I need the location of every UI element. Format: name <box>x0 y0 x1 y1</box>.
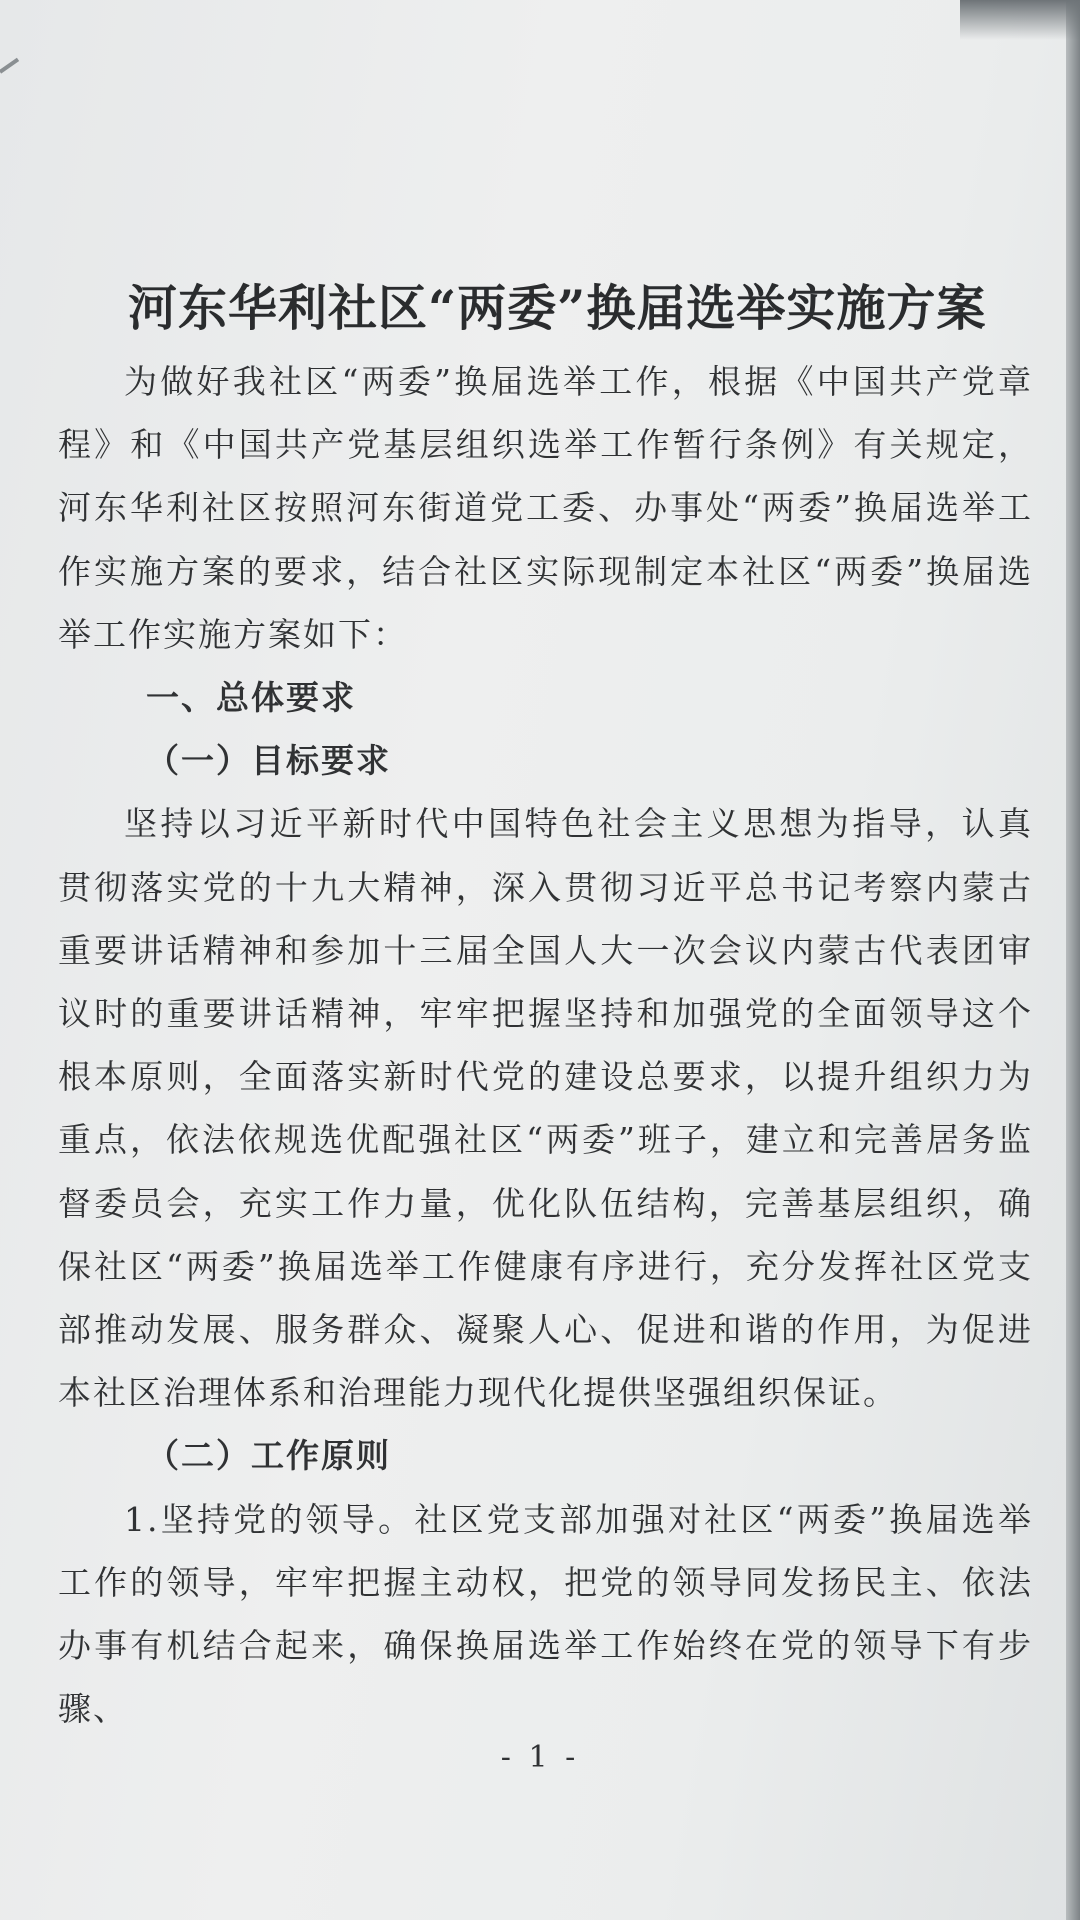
subsection-heading-1-1: （一）目标要求 <box>146 741 391 781</box>
intro-paragraph: 为做好我社区“两委”换届选举工作，根据《中国共产党章程》和《中国共产党基层组织选举工作暂行条例》有关规定，河东华利社区按照河东街道党工委、办事处“两委”换届选举工作实施方案的要求，结合社区实际现制定本社区“两委”换届选举工作实施方案如下： <box>58 362 1033 654</box>
pen-mark <box>0 58 19 74</box>
page-corner-shadow <box>960 0 1080 40</box>
document-body <box>58 350 1033 1740</box>
section-heading-1: 一、总体要求 <box>146 678 356 718</box>
subsection-1-2-paragraph: 1.坚持党的领导。社区党支部加强对社区“两委”换届选举工作的领导，牢牢把握主动权，把党的领导同发扬民主、依法办事有机结合起来，确保换届选举工作始终在党的领导下有步骤、 <box>58 1499 1033 1729</box>
page-edge-shadow <box>1066 0 1080 1920</box>
page-number: - 1 - <box>500 1740 580 1775</box>
document-title: 河东华利社区“两委”换届选举实施方案 <box>128 279 987 337</box>
subsection-1-1-paragraph: 坚持以习近平新时代中国特色社会主义思想为指导，认真贯彻落实党的十九大精神，深入贯彻习近平总书记考察内蒙古重要讲话精神和参加十三届全国人大一次会议内蒙古代表团审议时的重要讲话精神，牢牢把握坚持和加强党的全面领导这个根本原则，全面落实新时代党的建设总要求，以提升组织力为重点，依法依规选优配强社区“两委”班子，建立和完善居务监督委员会，充实工作力量，优化队伍结构，完善基层组织，确保社区“两委”换届选举工作健康有序进行，充分发挥社区党支部推动发展、服务群众、凝聚人心、促进和谐的作用，为促进本社区治理体系和治理能力现代化提供坚强组织保证。 <box>58 804 1033 1413</box>
subsection-heading-1-2: （二）工作原则 <box>146 1436 391 1476</box>
